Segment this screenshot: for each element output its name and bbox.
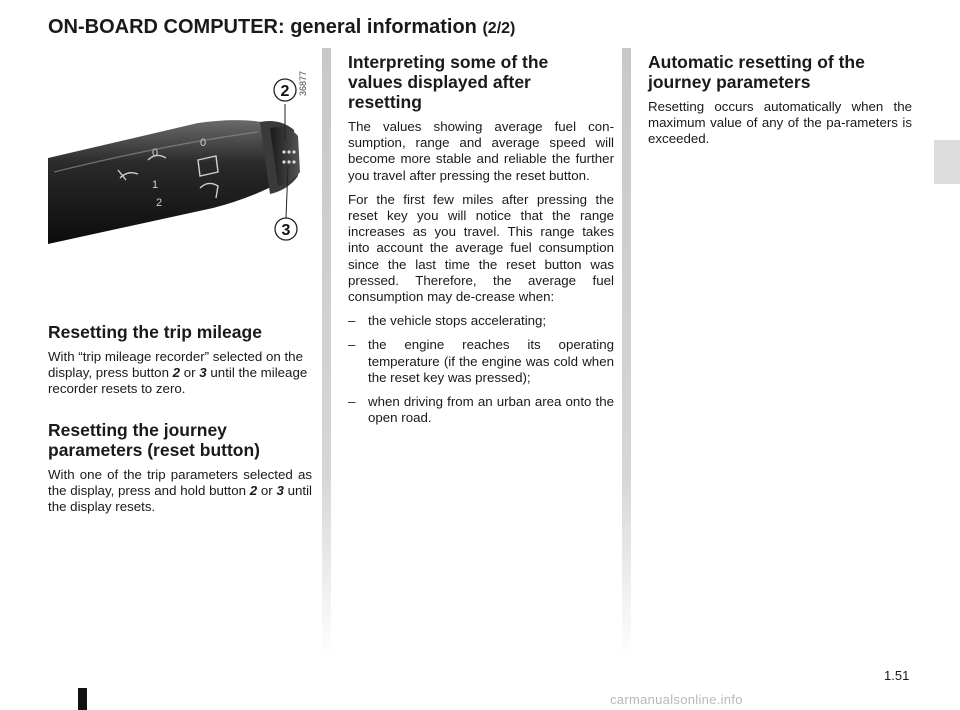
figure-ref-code: 36877 <box>298 70 308 96</box>
stalk-glyph-1: 1 <box>152 179 159 191</box>
footer-watermark: carmanualsonline.info <box>610 692 743 707</box>
heading-journey-parameters <box>48 420 312 460</box>
text-part: With one of the trip parameters selected as the display, press and hold button <box>48 466 312 498</box>
text-trip-mileage <box>48 349 312 398</box>
list-item-text: when driving from an urban area onto the open road. <box>368 394 614 426</box>
button-ref-3: 3 <box>276 482 284 498</box>
heading-trip-mileage: Resetting the trip mileage <box>48 322 262 342</box>
page-title <box>48 16 515 39</box>
callout-3-label: 3 <box>281 222 291 239</box>
corner-mark <box>78 688 87 710</box>
list-item <box>348 394 614 426</box>
callout-2-label: 2 <box>280 83 290 100</box>
button-ref-3: 3 <box>199 365 207 381</box>
heading-line: parameters (reset button) <box>48 439 260 460</box>
stalk-glyph-2: 2 <box>156 197 163 209</box>
text-part: or <box>180 365 200 381</box>
text-part: With “trip mileage recorder” selected on the display, press button <box>48 349 303 381</box>
list-item <box>348 313 614 329</box>
stalk-glyph-0a: 0 <box>152 147 159 159</box>
page-title-suffix: (2/2) <box>482 20 516 37</box>
heading-line: resetting <box>348 92 422 112</box>
left-column <box>48 322 312 523</box>
button-ref-2: 2 <box>172 365 181 381</box>
column-divider-right <box>622 48 631 658</box>
page-number: 1.51 <box>884 668 910 683</box>
list-item-text: the engine reaches its operating temperature (if the engine was cold when the reset key was pressed); <box>368 337 614 385</box>
right-column <box>648 52 912 156</box>
list-item <box>348 337 614 386</box>
section-tab <box>934 140 960 184</box>
middle-column <box>348 52 614 434</box>
list-item-text: the vehicle stops accelerating; <box>368 313 547 329</box>
text-part: until the display resets. <box>48 482 312 515</box>
stalk-body <box>48 120 288 244</box>
stalk-glyph-0b: 0 <box>200 137 207 149</box>
heading-automatic-resetting <box>648 52 912 92</box>
dash-mark: – <box>348 394 356 410</box>
dash-mark: – <box>348 313 356 329</box>
text-average-values: The values showing average fuel con-sumption, range and average speed will become more stable and reliable the further you travel after pressing the reset button. <box>348 119 614 183</box>
heading-line: Resetting the journey <box>48 419 227 440</box>
heading-line: Automatic resetting of the <box>648 52 865 72</box>
button-ref-2: 2 <box>249 482 258 498</box>
text-journey-parameters <box>48 467 312 516</box>
dash-mark: – <box>348 337 356 353</box>
stalk-drawing <box>48 48 318 258</box>
page-title-text: ON-BOARD COMPUTER: general information <box>48 16 477 38</box>
text-first-miles: For the first few miles after pressing the reset key you will notice that the range increases as you travel. This range takes into account the average fuel consumption since the last time the reset button was pressed. Therefore, the average fuel consumption may de-crease when: <box>348 191 614 305</box>
heading-line: values displayed after <box>348 72 531 92</box>
heading-line: Interpreting some of the <box>348 52 549 72</box>
text-part: or <box>257 482 277 498</box>
text-part: until the mileage recorder resets to zero. <box>48 365 308 397</box>
column-divider-left <box>322 48 331 658</box>
stalk-illustration <box>48 48 318 258</box>
heading-line: journey parameters <box>648 72 811 92</box>
heading-interpreting-values <box>348 52 614 112</box>
text-automatic-resetting: Resetting occurs automatically when the maximum value of any of the pa-rameters is exceeded. <box>648 99 912 147</box>
